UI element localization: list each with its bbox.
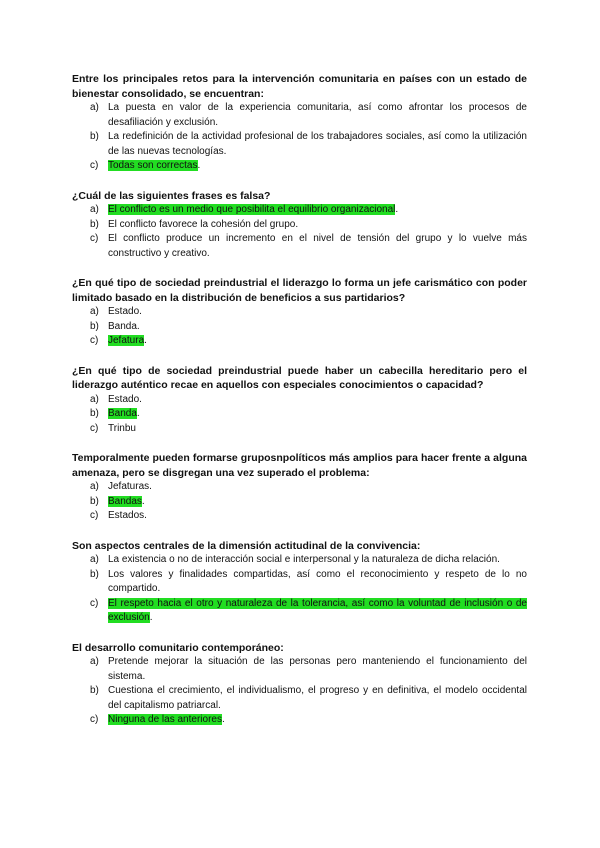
option-text: Trinbu [108, 422, 136, 434]
option-text: Estados. [108, 510, 147, 521]
option-letter: c) [90, 597, 99, 609]
option-text: El conflicto favorece la cohesión del grupo. [108, 218, 299, 230]
question-block [72, 189, 527, 262]
trailing-period: . [221, 714, 225, 725]
answer-option-correct [72, 495, 527, 510]
question-title: ¿En qué tipo de sociedad preindustrial el liderazgo lo forma un jefe carismático con poder limitado basado en la distribución de beneficios a sus partidarios? [72, 277, 527, 304]
question-block [72, 72, 527, 174]
question-block [72, 276, 527, 349]
answer-option [72, 218, 527, 233]
question-title: ¿En qué tipo de sociedad preindustrial puede haber un cabecilla hereditario pero el liderazgo auténtico recae en aquellos con especiales conocimientos o capacidad? [72, 364, 527, 391]
option-letter: b) [90, 495, 99, 507]
highlighted-answer-text: El respeto hacia el otro y naturaleza de la tolerancia, así como la voluntad de inclusión o de exclusión [108, 597, 527, 623]
option-text: Estado. [108, 393, 142, 405]
option-letter: b) [90, 568, 99, 580]
answer-option [72, 320, 527, 335]
option-text: Pretende mejorar la situación de las personas pero manteniendo el funcionamiento del sistema. [108, 656, 527, 682]
option-letter: a) [90, 393, 99, 405]
answer-option [72, 101, 527, 130]
trailing-period: . [197, 160, 201, 171]
highlighted-answer-text: Jefatura [108, 335, 145, 346]
option-letter: c) [90, 233, 99, 244]
option-letter: a) [90, 102, 99, 113]
answer-option [72, 480, 527, 495]
question-title: El desarrollo comunitario contemporáneo: [72, 641, 284, 654]
answer-option [72, 509, 527, 524]
question-title: ¿Cuál de las siguientes frases es falsa? [72, 189, 271, 202]
option-letter: b) [90, 408, 99, 419]
answer-option [72, 130, 527, 159]
trailing-period: . [395, 204, 399, 215]
answer-options [72, 203, 527, 261]
option-text: Cuestiona el crecimiento, el individualismo, el progreso y en definitiva, el modelo occidental del capitalismo patriarcal. [108, 685, 527, 711]
trailing-period: . [149, 612, 153, 623]
answer-option-correct [72, 597, 527, 626]
option-letter: a) [90, 481, 99, 492]
option-letter: c) [90, 714, 99, 725]
trailing-period: . [144, 335, 147, 346]
option-letter: a) [90, 554, 99, 565]
option-letter: b) [90, 131, 99, 142]
highlighted-answer-text: Ninguna de las anteriores [108, 714, 222, 725]
answer-option [72, 568, 527, 597]
highlighted-answer-text: Todas son correctas [108, 160, 198, 171]
option-text: Estado. [108, 306, 142, 317]
option-letter: c) [90, 510, 99, 521]
answer-options [72, 393, 527, 437]
answer-options [72, 553, 527, 626]
answer-option-correct [72, 203, 527, 218]
option-letter: b) [90, 320, 99, 332]
answer-option [72, 305, 527, 320]
option-letter: a) [90, 204, 99, 215]
question-block [72, 539, 527, 626]
answer-option-correct [72, 713, 527, 728]
option-text: El conflicto produce un incremento en el nivel de tensión del grupo y lo vuelve más constructivo y creativo. [108, 233, 527, 259]
answer-option-correct [72, 334, 527, 349]
highlighted-answer-text: Bandas [108, 495, 142, 507]
option-letter: b) [90, 218, 99, 230]
answer-option [72, 655, 527, 684]
trailing-period: . [141, 495, 145, 507]
option-letter: c) [90, 422, 99, 434]
answer-options [72, 305, 527, 349]
answer-option-correct [72, 159, 527, 174]
option-text: La existencia o no de interacción social e interpersonal y la naturaleza de dicha relación. [108, 554, 500, 565]
option-text: Jefaturas. [108, 481, 152, 492]
question-title: Son aspectos centrales de la dimensión actitudinal de la convivencia: [72, 539, 421, 552]
answer-option-correct [72, 407, 527, 422]
highlighted-answer-text: Banda [108, 408, 137, 419]
highlighted-answer-text: El conflicto es un medio que posibilita el equilibrio organizacional [108, 204, 396, 215]
question-block [72, 641, 527, 728]
option-letter: c) [90, 335, 99, 346]
answer-option [72, 232, 527, 261]
question-list [72, 72, 527, 743]
option-letter: c) [90, 160, 99, 171]
answer-option [72, 393, 527, 408]
question-block [72, 451, 527, 524]
option-text: Banda. [108, 320, 140, 332]
option-letter: a) [90, 656, 99, 667]
option-text: La redefinición de la actividad profesional de los trabajadores sociales, así como la utilización de las nuevas tecnologías. [108, 131, 527, 157]
question-title: Temporalmente pueden formarse gruposnpolíticos más amplios para hacer frente a alguna amenaza, pero se disgregan una vez superado el problema: [72, 452, 527, 479]
option-letter: b) [90, 685, 99, 696]
answer-options [72, 480, 527, 524]
option-letter: a) [90, 306, 99, 317]
answer-options [72, 655, 527, 728]
trailing-period: . [136, 408, 140, 419]
answer-option [72, 553, 527, 568]
answer-option [72, 684, 527, 713]
answer-options [72, 101, 527, 174]
option-text: Los valores y finalidades compartidas, así como el reconocimiento y respeto de lo no compartido. [108, 568, 527, 594]
answer-option [72, 422, 527, 437]
option-text: La puesta en valor de la experiencia comunitaria, así como afrontar los procesos de desafiliación y exclusión. [108, 102, 527, 128]
question-block [72, 364, 527, 437]
question-title: Entre los principales retos para la intervención comunitaria en países con un estado de bienestar consolidado, se encuentran: [72, 73, 527, 100]
